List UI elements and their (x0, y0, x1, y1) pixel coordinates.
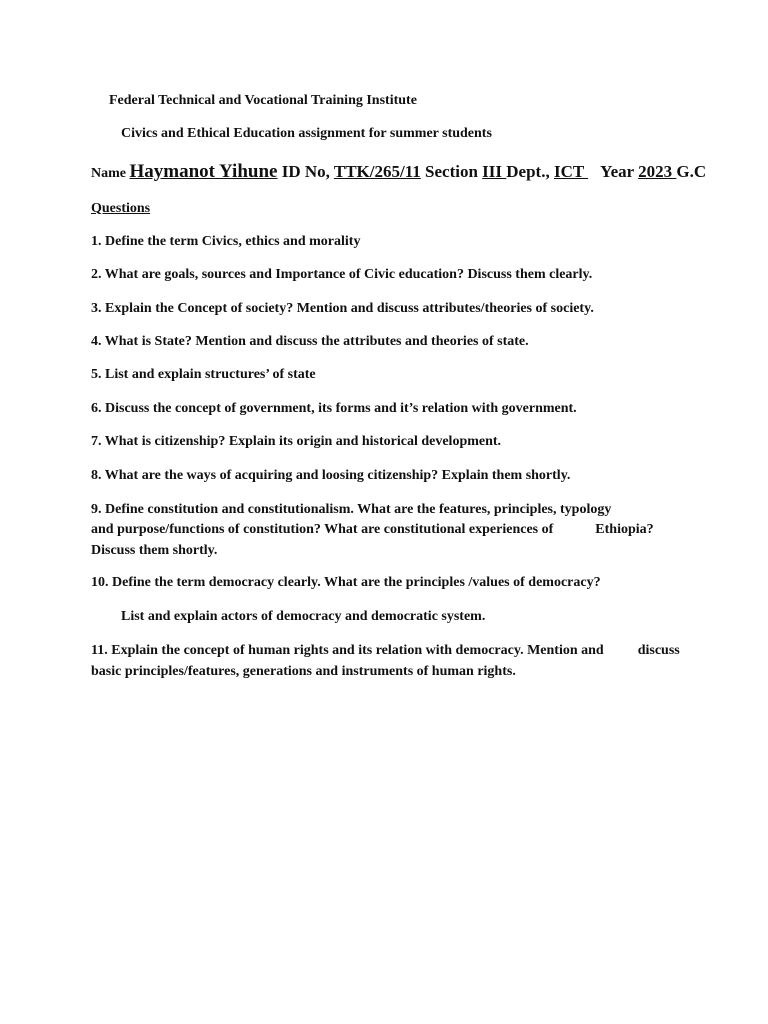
question-9-ethiopia: Ethiopia? (595, 522, 654, 537)
question-11-discuss: discuss (637, 643, 680, 658)
institute-title: Federal Technical and Vocational Training Institute (109, 93, 417, 108)
dept-label: Dept., (506, 162, 554, 181)
question-5: 5. List and explain structures’ of state (91, 367, 316, 382)
year-value: 2023 (638, 162, 677, 181)
id-label: ID No, (277, 162, 334, 181)
name-value: Haymanot Yihune (129, 161, 278, 182)
questions-heading: Questions (91, 201, 151, 216)
year-label: Year (600, 162, 639, 181)
id-value: TTK/265/11 (333, 162, 421, 181)
question-9-line-2-text: and purpose/functions of constitution? What are constitutional experiences of (91, 522, 554, 537)
section-label: Section (420, 162, 483, 181)
question-11-line-1 (91, 642, 680, 660)
question-11-line-1-text: 11. Explain the concept of human rights and its relation with democracy. Mention and (91, 643, 604, 658)
question-3: 3. Explain the Concept of society? Mention and discuss attributes/theories of society. (91, 301, 594, 316)
question-6: 6. Discuss the concept of government, its forms and it’s relation with government. (91, 401, 577, 416)
question-10-line-1: 10. Define the term democracy clearly. What are the principles /values of democracy? (91, 575, 601, 590)
question-11-line-2: basic principles/features, generations and instruments of human rights. (91, 664, 516, 679)
question-1: 1. Define the term Civics, ethics and morality (91, 234, 361, 249)
era-label: G.C (676, 162, 707, 181)
question-4: 4. What is State? Mention and discuss the attributes and theories of state. (91, 334, 529, 349)
question-9-line-2 (91, 521, 654, 539)
dept-value: ICT (553, 162, 589, 181)
assignment-title: Civics and Ethical Education assignment for summer students (121, 126, 492, 141)
question-2: 2. What are goals, sources and Importance of Civic education? Discuss them clearly. (91, 267, 593, 282)
name-label: Name (91, 166, 130, 181)
question-8: 8. What are the ways of acquiring and loosing citizenship? Explain them shortly. (91, 468, 571, 483)
question-9-line-1: 9. Define constitution and constitutionalism. What are the features, principles, typology (91, 502, 612, 517)
section-value: III (482, 162, 507, 181)
question-7: 7. What is citizenship? Explain its origin and historical development. (91, 434, 502, 449)
student-info-row (91, 160, 706, 186)
question-10-line-2: List and explain actors of democracy and democratic system. (121, 609, 486, 624)
question-9-line-3: Discuss them shortly. (91, 543, 218, 558)
